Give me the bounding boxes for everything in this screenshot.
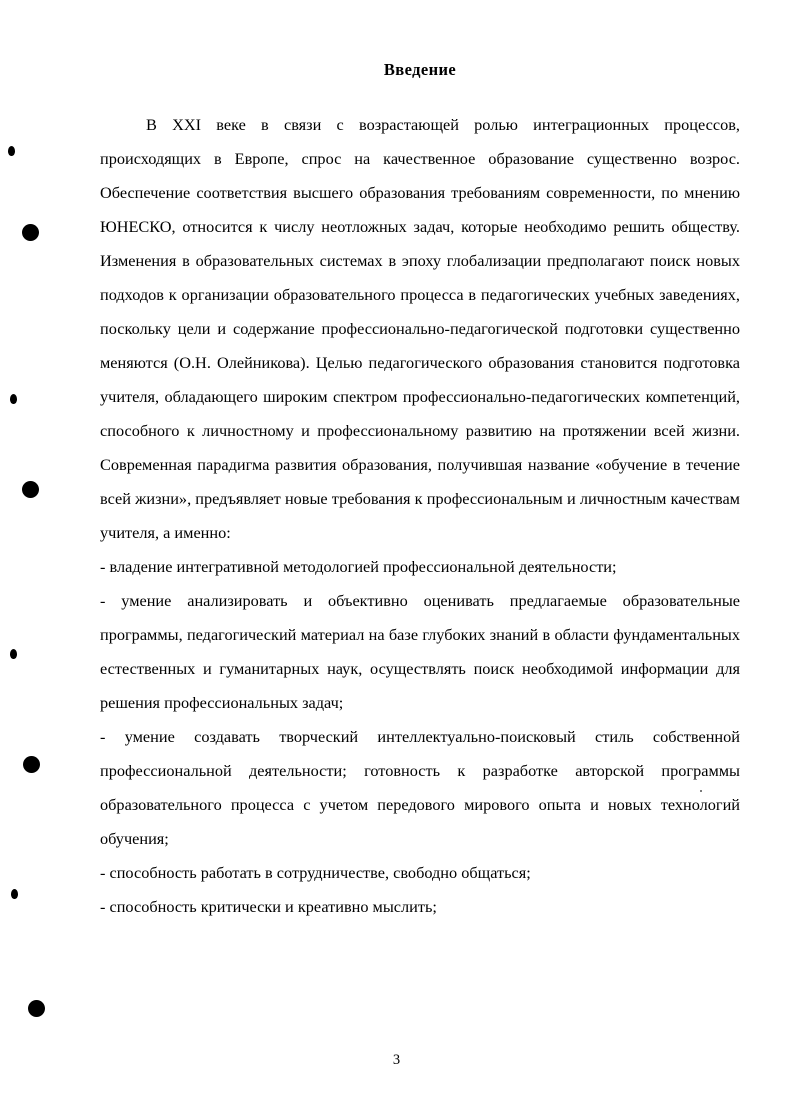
hole-punch-mark xyxy=(22,481,39,498)
hole-punch-mark xyxy=(8,146,15,156)
hole-punch-mark xyxy=(23,756,40,773)
list-item: - способность работать в сотрудничестве, свободно общаться; xyxy=(100,863,531,882)
page-number: 3 xyxy=(392,1052,401,1068)
paragraph-intro: В XXI веке в связи с возрастающей ролью интеграционных процессов, происходящих в Европе, спрос на качественное образование существенно возрос. Обеспечение соответствия высшего образования требованиям современности, по мнению ЮНЕСКО, относится к числу неотложных задач, которые необходимо решить обществу. Изменения в образовательных системах в эпоху глобализации предполагают поиск новых подходов к организации образовательного процесса в педагогических учебных заведениях, поскольку цели и содержание профессионально-педагогической подготовки существенно меняются (О.Н. Олейникова). Целью педагогического образования становится подготовка учителя, обладающего широким спектром профессионально-педагогических компетенций, способного к личностному и профессиональному развитию на протяжении всей жизни. Современная парадигма развития образования, получившая название «обучение в течение всей жизни», предъявляет новые требования к профессиональным и личностным качествам учителя, а именно: xyxy=(100,115,740,542)
list-item: - умение анализировать и объективно оценивать предлагаемые образовательные программы, педагогический материал на базе глубоких знаний в области фундаментальных естественных и гуманитарных наук, осуществлять поиск необходимой информации для решения профессиональных задач; xyxy=(100,591,740,712)
hole-punch-mark xyxy=(10,649,17,659)
page-title: Введение xyxy=(383,60,457,79)
list-item: - умение создавать творческий интеллектуально-поисковый стиль собственной профессиональной деятельности; готовность к разработке авторской программы образовательного процесса с учетом передового мирового опыта и новых технологий обучения; xyxy=(100,727,740,848)
hole-punch-mark xyxy=(28,1000,45,1017)
hole-punch-mark xyxy=(10,394,17,404)
hole-punch-mark xyxy=(11,889,18,899)
list-item: - владение интегративной методологией профессиональной деятельности; xyxy=(100,557,617,576)
hole-punch-mark xyxy=(22,224,39,241)
list-item: - способность критически и креативно мыслить; xyxy=(100,897,437,916)
document-body xyxy=(100,60,740,924)
